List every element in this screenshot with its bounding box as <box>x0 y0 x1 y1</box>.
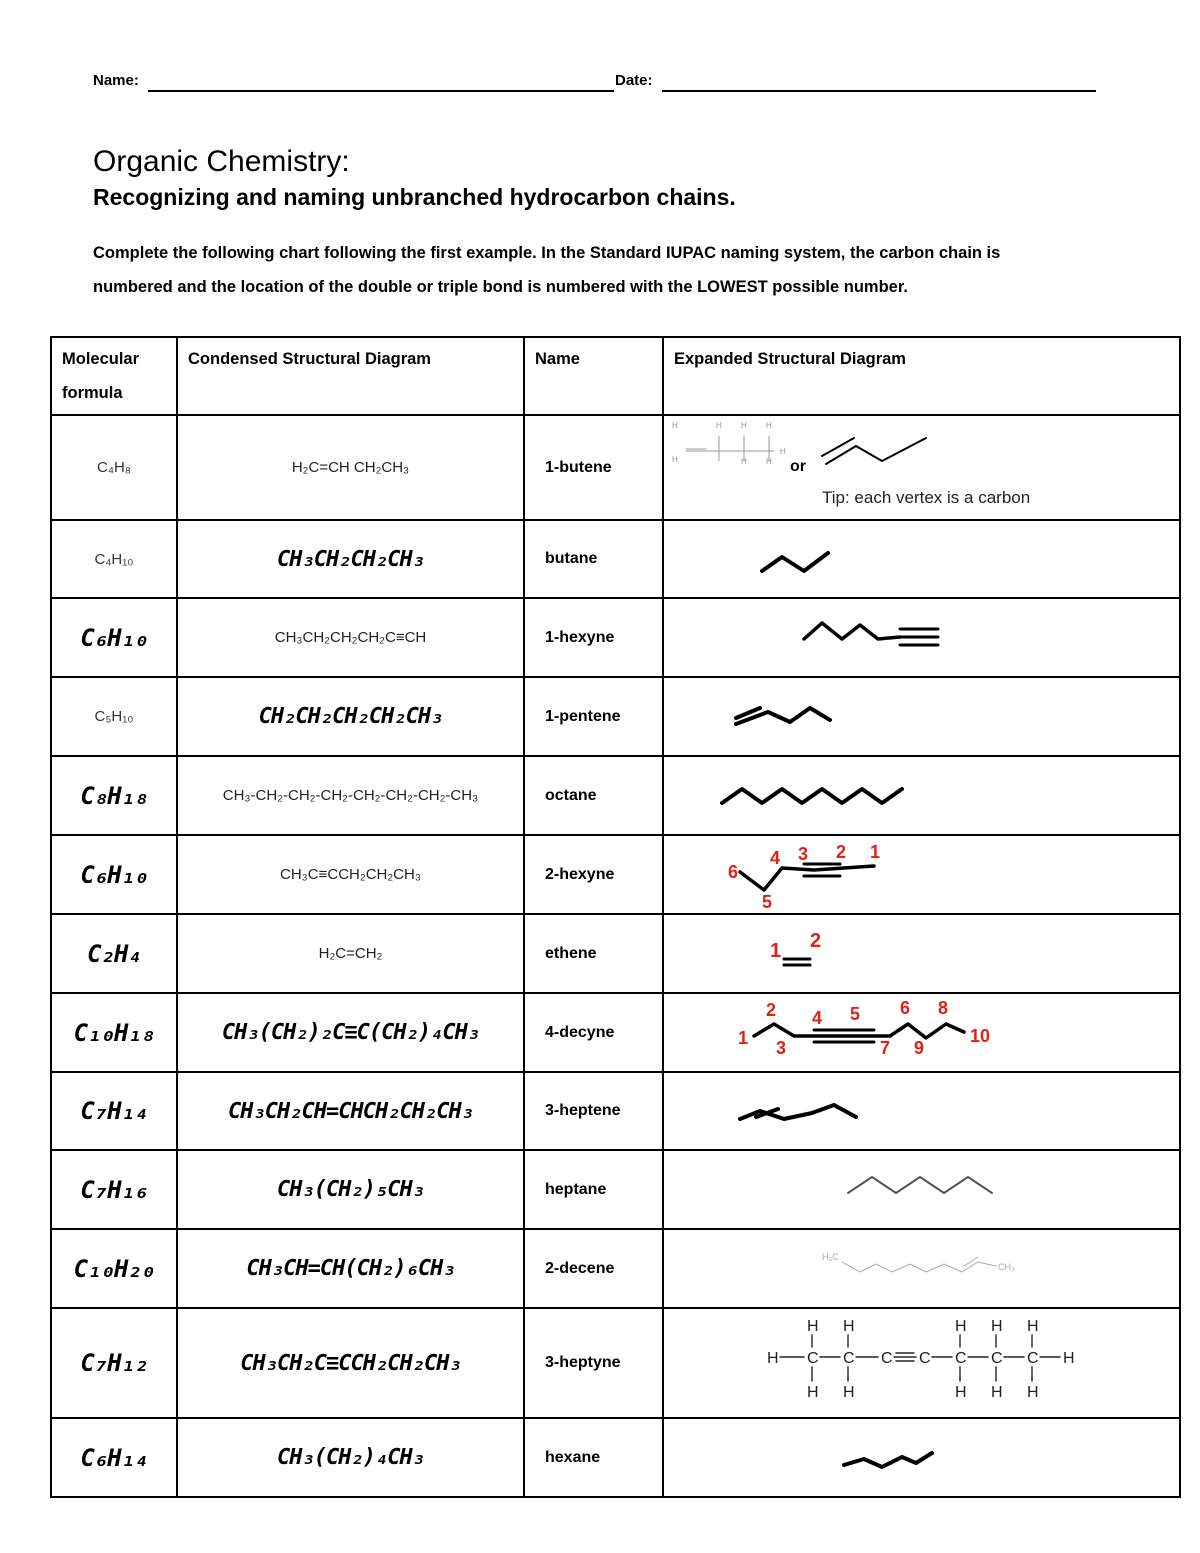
expanded-cell[interactable] <box>663 993 1180 1072</box>
hydrogen-atom: H <box>843 1318 855 1335</box>
skeletal-chain <box>842 1262 996 1272</box>
hydrogen-atom: H <box>955 1384 967 1401</box>
formula-cell[interactable]: C₇H₁₂ <box>51 1308 177 1418</box>
formula-cell[interactable]: C₆H₁₀ <box>51 598 177 677</box>
skeletal-chain <box>740 866 874 890</box>
condensed-cell[interactable]: CH₃CH₂CH₂CH₂C≡CH <box>177 598 524 677</box>
hydrogen-atom: H <box>991 1384 1003 1401</box>
carbon-atom: C <box>807 1350 819 1367</box>
expanded-cell[interactable] <box>663 756 1180 835</box>
col-condensed: Condensed Structural Diagram <box>177 337 524 415</box>
hexyne-1-diagram <box>664 599 1179 676</box>
name-cell[interactable]: 2-hexyne <box>524 835 663 914</box>
skeletal-chain <box>804 623 900 639</box>
name-cell[interactable]: 1-butene <box>524 415 663 520</box>
expanded-cell[interactable] <box>663 598 1180 677</box>
col-molecular-formula: Molecular formula <box>51 337 177 415</box>
position-number: 8 <box>938 998 949 1018</box>
position-number: 4 <box>812 1008 823 1028</box>
name-cell[interactable]: ethene <box>524 914 663 993</box>
or-label: or <box>790 458 806 475</box>
hydrogen-atom: H <box>1063 1350 1075 1367</box>
octane-diagram <box>664 757 1179 834</box>
carbon-atom: C <box>955 1350 967 1367</box>
name-cell[interactable]: 1-hexyne <box>524 598 663 677</box>
decene-2-diagram <box>664 1230 1179 1307</box>
position-number: 2 <box>810 930 822 952</box>
carbon-atom: C <box>843 1350 855 1367</box>
page-title: Organic Chemistry: <box>93 145 350 178</box>
table-row <box>51 1418 1180 1497</box>
name-cell[interactable]: heptane <box>524 1150 663 1229</box>
hydrogen-atom: H <box>843 1384 855 1401</box>
3-heptene-diagram <box>664 1073 1179 1149</box>
position-number: 9 <box>914 1038 925 1058</box>
name-cell[interactable]: 2-decene <box>524 1229 663 1308</box>
table-row <box>51 415 1180 520</box>
position-number: 1 <box>770 940 782 962</box>
condensed-cell[interactable]: CH₃C≡CCH₂CH₂CH₃ <box>177 835 524 914</box>
hydrocarbon-chart <box>50 336 1181 1498</box>
date-field[interactable] <box>662 90 1096 92</box>
formula-cell[interactable]: C₇H₁₄ <box>51 1072 177 1150</box>
heptane-diagram <box>664 1151 1179 1228</box>
table-row <box>51 1308 1180 1418</box>
methyl-label: CH₃ <box>998 1262 1015 1272</box>
hydrogen-atom: H <box>716 421 722 430</box>
condensed-cell[interactable]: H₂C=CH₂ <box>177 914 524 993</box>
formula-cell[interactable]: C₄H₁₀ <box>51 520 177 598</box>
table-row <box>51 677 1180 756</box>
position-number: 5 <box>762 892 773 912</box>
condensed-cell[interactable]: CH₃CH₂CH₂CH₃ <box>177 520 524 598</box>
hydrogen-atom: H <box>780 447 786 456</box>
condensed-cell[interactable]: CH₃(CH₂)₂C≡C(CH₂)₄CH₃ <box>177 993 524 1072</box>
skeletal-chain <box>722 789 902 803</box>
position-number: 6 <box>728 862 739 882</box>
pentene-1-diagram <box>664 678 1179 755</box>
position-number: 4 <box>770 848 781 868</box>
hydrogen-atom: H <box>672 421 678 430</box>
instructions: Complete the following chart following the first example. In the Standard IUPAC naming system, the carbon chain is numbered and the location of the double or triple bond is numbered with the LOWEST possible number. <box>93 244 1001 296</box>
formula-cell[interactable]: C₆H₁₀ <box>51 835 177 914</box>
ethene-diagram <box>664 915 1179 992</box>
position-number: 2 <box>766 1000 777 1020</box>
condensed-cell[interactable]: CH₃(CH₂)₄CH₃ <box>177 1418 524 1497</box>
skeletal-chain <box>848 1177 992 1193</box>
page-subtitle: Recognizing and naming unbranched hydrocarbon chains. <box>93 184 736 210</box>
double-bond <box>964 1257 978 1266</box>
condensed-cell[interactable]: H₂C=CH CH₂CH₃ <box>177 415 524 520</box>
formula-cell[interactable]: C₄H₈ <box>51 415 177 520</box>
table-row <box>51 1150 1180 1229</box>
carbon-atom: C <box>991 1350 1003 1367</box>
double-bond <box>822 438 854 456</box>
expanded-cell[interactable] <box>663 914 1180 993</box>
col-name: Name <box>524 337 663 415</box>
name-cell[interactable]: 1-pentene <box>524 677 663 756</box>
hydrogen-atom: H <box>1027 1384 1039 1401</box>
hydrogen-atom: H <box>766 421 772 430</box>
name-cell[interactable]: 4-decyne <box>524 993 663 1072</box>
hydrogen-atom: H <box>1027 1318 1039 1335</box>
name-cell[interactable]: 3-heptene <box>524 1072 663 1150</box>
carbon-atom: C <box>881 1350 893 1367</box>
hydrogen-atom: H <box>741 421 747 430</box>
formula-cell[interactable]: C₁₀H₁₈ <box>51 993 177 1072</box>
formula-cell[interactable]: C₁₀H₂₀ <box>51 1229 177 1308</box>
skeletal-chain <box>762 553 828 571</box>
condensed-cell[interactable]: CH₃CH=CH(CH₂)₆CH₃ <box>177 1229 524 1308</box>
table-row <box>51 1072 1180 1150</box>
date-label: Date: <box>615 72 653 89</box>
hexyne-2-diagram <box>664 836 1179 913</box>
expanded-cell[interactable] <box>663 415 1180 520</box>
position-number: 7 <box>880 1038 891 1058</box>
position-number: 3 <box>798 844 809 864</box>
hydrogen-atom: H <box>767 1350 779 1367</box>
condensed-cell[interactable]: CH₃-CH₂-CH₂-CH₂-CH₂-CH₂-CH₂-CH₃ <box>177 756 524 835</box>
name-cell[interactable]: octane <box>524 756 663 835</box>
table-row <box>51 756 1180 835</box>
formula-cell[interactable]: C₇H₁₆ <box>51 1150 177 1229</box>
expanded-cell[interactable] <box>663 520 1180 598</box>
hydrogen-atom: H <box>807 1384 819 1401</box>
expanded-cell[interactable] <box>663 1308 1180 1418</box>
skeletal-chain <box>826 438 926 464</box>
position-number: 2 <box>836 842 847 862</box>
hexane-diagram <box>664 1419 1179 1496</box>
condensed-cell[interactable]: CH₃(CH₂)₅CH₃ <box>177 1150 524 1229</box>
formula-cell[interactable]: C₆H₁₄ <box>51 1418 177 1497</box>
table-row <box>51 993 1180 1072</box>
name-cell[interactable]: butane <box>524 520 663 598</box>
expanded-cell[interactable] <box>663 1418 1180 1497</box>
condensed-cell[interactable]: CH₃CH₂C≡CCH₂CH₂CH₃ <box>177 1308 524 1418</box>
3-heptyne-diagram <box>664 1309 1179 1417</box>
hydrogen-atom: H <box>766 457 772 466</box>
position-number: 1 <box>738 1028 749 1048</box>
table-row <box>51 835 1180 914</box>
expanded-cell[interactable] <box>663 1150 1180 1229</box>
position-number: 3 <box>776 1038 787 1058</box>
condensed-cell[interactable]: CH₃CH₂CH=CHCH₂CH₂CH₃ <box>177 1072 524 1150</box>
expanded-cell[interactable] <box>663 835 1180 914</box>
position-number: 10 <box>970 1026 991 1046</box>
methyl-label: H₃C <box>822 1252 839 1262</box>
skeletal-chain <box>844 1453 932 1467</box>
name-cell[interactable]: 3-heptyne <box>524 1308 663 1418</box>
hydrogen-atom: H <box>991 1318 1003 1335</box>
formula-cell[interactable]: C₂H₄ <box>51 914 177 993</box>
position-number: 5 <box>850 1004 861 1024</box>
table-row <box>51 1229 1180 1308</box>
expanded-cell[interactable] <box>663 677 1180 756</box>
col-expanded: Expanded Structural Diagram <box>663 337 1180 415</box>
formula-cell[interactable]: C₅H₁₀ <box>51 677 177 756</box>
position-number: 1 <box>870 842 881 862</box>
condensed-cell[interactable]: CH₂CH₂CH₂CH₂CH₃ <box>177 677 524 756</box>
tip-text: Tip: each vertex is a carbon <box>822 488 1031 507</box>
table-row <box>51 914 1180 993</box>
name-field[interactable] <box>148 90 614 92</box>
position-number: 6 <box>900 998 911 1018</box>
table-row <box>51 520 1180 598</box>
table-row <box>51 598 1180 677</box>
butane-diagram <box>664 521 1179 597</box>
carbon-atom: C <box>1027 1350 1039 1367</box>
decyne-4-diagram <box>664 994 1179 1071</box>
hydrogen-atom: H <box>672 455 678 464</box>
hydrogen-atom: H <box>807 1318 819 1335</box>
formula-cell[interactable]: C₈H₁₈ <box>51 756 177 835</box>
expanded-cell[interactable] <box>663 1229 1180 1308</box>
name-cell[interactable]: hexane <box>524 1418 663 1497</box>
header-row <box>51 337 1180 415</box>
hydrogen-atom: H <box>741 457 747 466</box>
expanded-cell[interactable] <box>663 1072 1180 1150</box>
carbon-atom: C <box>919 1350 931 1367</box>
name-label: Name: <box>93 72 139 89</box>
hydrogen-atom: H <box>955 1318 967 1335</box>
